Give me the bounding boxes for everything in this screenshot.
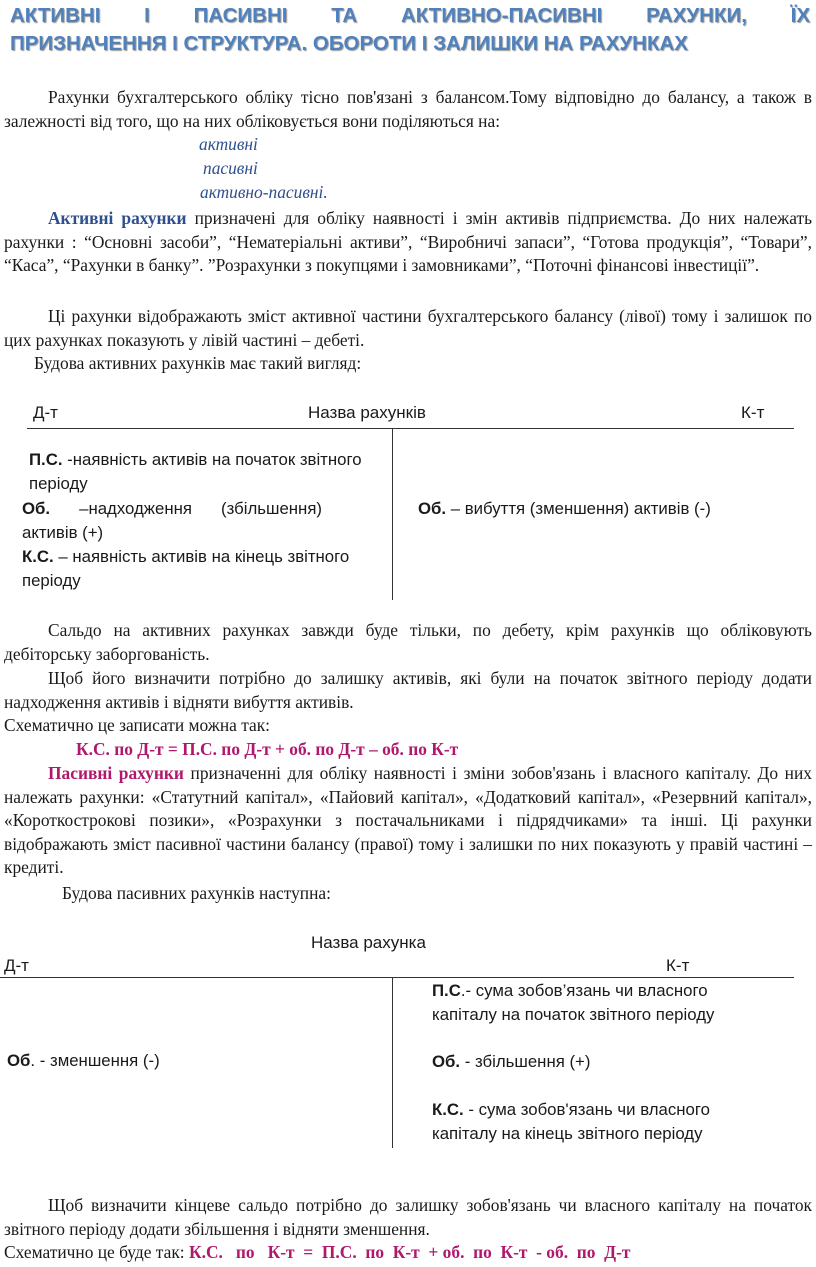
active-formula: К.С. по Д-т = П.С. по Д-т + об. по Д-т – об. по К-т <box>76 739 459 759</box>
active-table-name: Назва рахунків <box>308 403 426 422</box>
passive-schema-line <box>4 1241 630 1265</box>
passive-table-top-line <box>0 977 794 978</box>
title-line-1: АКТИВНІ І ПАСИВНІ ТА АКТИВНО-ПАСИВНІ РАХУНКИ, ЇХ <box>10 4 810 27</box>
page-title <box>10 2 810 58</box>
active-ks-label: К.С. <box>22 547 54 566</box>
type-active: активні <box>199 134 258 154</box>
active-balance-paragraph: Сальдо на активних рахунках завжди буде тільки, по дебету, крім рахунків що обліковують дебіторську заборгованість. <box>4 620 812 664</box>
passive-left-text: . - зменшення (-) <box>30 1051 160 1070</box>
active-ob-text: –надходження (збільшення) активів (+) <box>22 499 322 542</box>
passive-ks-label: К.С. <box>432 1100 464 1119</box>
active-ps-text: -наявність активів на початок звітного періоду <box>29 450 362 493</box>
active-ks-block <box>22 545 352 592</box>
passive-debit-block <box>7 1049 160 1073</box>
active-ob-label: Об. <box>22 499 51 518</box>
active-structure-intro: Будова активних рахунків має такий вигляд: <box>34 353 362 373</box>
passive-ob-block <box>432 1050 590 1074</box>
passive-ob-text: - збільшення (+) <box>460 1052 591 1071</box>
passive-table-divider <box>392 978 393 1148</box>
passive-ks-block <box>432 1098 772 1145</box>
passive-schema-label: Схематично це буде так: <box>4 1242 185 1262</box>
schema-label: Схематично це записати можна так: <box>4 715 271 735</box>
title-line-2: ПРИЗНАЧЕННЯ І СТРУКТУРА. ОБОРОТИ І ЗАЛИШКИ НА РАХУНКАХ <box>10 32 688 55</box>
active-right-label: Об. <box>418 499 447 518</box>
active-right-text: – вибуття (зменшення) активів (-) <box>446 499 711 518</box>
passive-formula: К.С. по К-т = П.С. по К-т + об. по К-т - об. по Д-т <box>188 1242 631 1262</box>
passive-term: Пасивні рахунки <box>48 763 184 783</box>
active-ks-text: – наявність активів на кінець звітного періоду <box>22 547 350 590</box>
passive-ps-text: .- сума зобов’язань чи власного капіталу на початок звітного періоду <box>432 981 715 1024</box>
active-ps-block <box>27 448 372 495</box>
active-credit-block <box>418 497 711 521</box>
passive-table-name: Назва рахунка <box>311 933 426 952</box>
active-text: призначені для обліку наявності і змін активів підприємства. До них належать рахунки : “Основні засоби”, “Нематеріальні активи”, “Виробничі запаси”, “Готова продукція”, “Товари”, “Каса”, “Рахунки в банку”. ”Розрахунки з покупцями і замовниками”, “Поточні фінансові інвестиції”. <box>4 208 812 276</box>
passive-paragraph <box>4 762 812 880</box>
passive-left-label: Об <box>7 1051 31 1070</box>
active-ps-label: П.С. <box>29 450 63 469</box>
type-active-passive: активно-пасивні. <box>200 182 328 202</box>
passive-ob-label: Об. <box>432 1052 461 1071</box>
passive-ps-label: П.С <box>432 981 461 1000</box>
active-calc-paragraph: Щоб його визначити потрібно до залишку активів, які були на початок звітного періоду додати надходження активів і відняти вибуття активів. <box>4 668 812 712</box>
passive-structure-intro: Будова пасивних рахунків наступна: <box>62 883 331 903</box>
passive-ps-block <box>432 979 772 1026</box>
active-reflect-paragraph: Ці рахунки відображають зміст активної частини бухгалтерського балансу (лівої) тому і залишок по цих рахунках показують у лівій частині – дебеті. <box>4 306 812 350</box>
passive-ks-text: - сума зобов'язань чи власного капіталу на кінець звітного періоду <box>432 1100 710 1143</box>
passive-table-credit: К-т <box>666 956 690 975</box>
type-passive: пасивні <box>203 158 258 178</box>
active-table-top-line <box>27 428 794 429</box>
passive-calc-paragraph: Щоб визначити кінцеве сальдо потрібно до залишку зобов'язань чи власного капіталу на початок звітного періоду додати збільшення і відняти зменшення. <box>4 1195 812 1239</box>
active-table-credit: К-т <box>741 403 765 422</box>
active-ob-block <box>22 497 322 544</box>
active-table-debit: Д-т <box>33 403 58 422</box>
active-term: Активні рахунки <box>48 208 187 228</box>
passive-table-debit: Д-т <box>4 956 29 975</box>
intro-paragraph: Рахунки бухгалтерського обліку тісно пов'язані з балансом.Тому відповідно до балансу, а також в залежності від того, що на них обліковується вони поділяються на: <box>4 87 812 131</box>
passive-text: призначенні для обліку наявності і зміни зобов'язань і власного капіталу. До них належать рахунки: «Статутний капітал», «Пайовий капітал», «Додатковий капітал», «Резервний капітал», «Короткострокові позики», «Розрахунки з постачальниками і підрядчиками» та інші. Ці рахунки відображають зміст пасивної частини балансу (правої) тому і залишки по них показують у правій частині – кредиті. <box>4 763 812 878</box>
active-table-divider <box>392 429 393 600</box>
active-paragraph <box>4 207 812 278</box>
